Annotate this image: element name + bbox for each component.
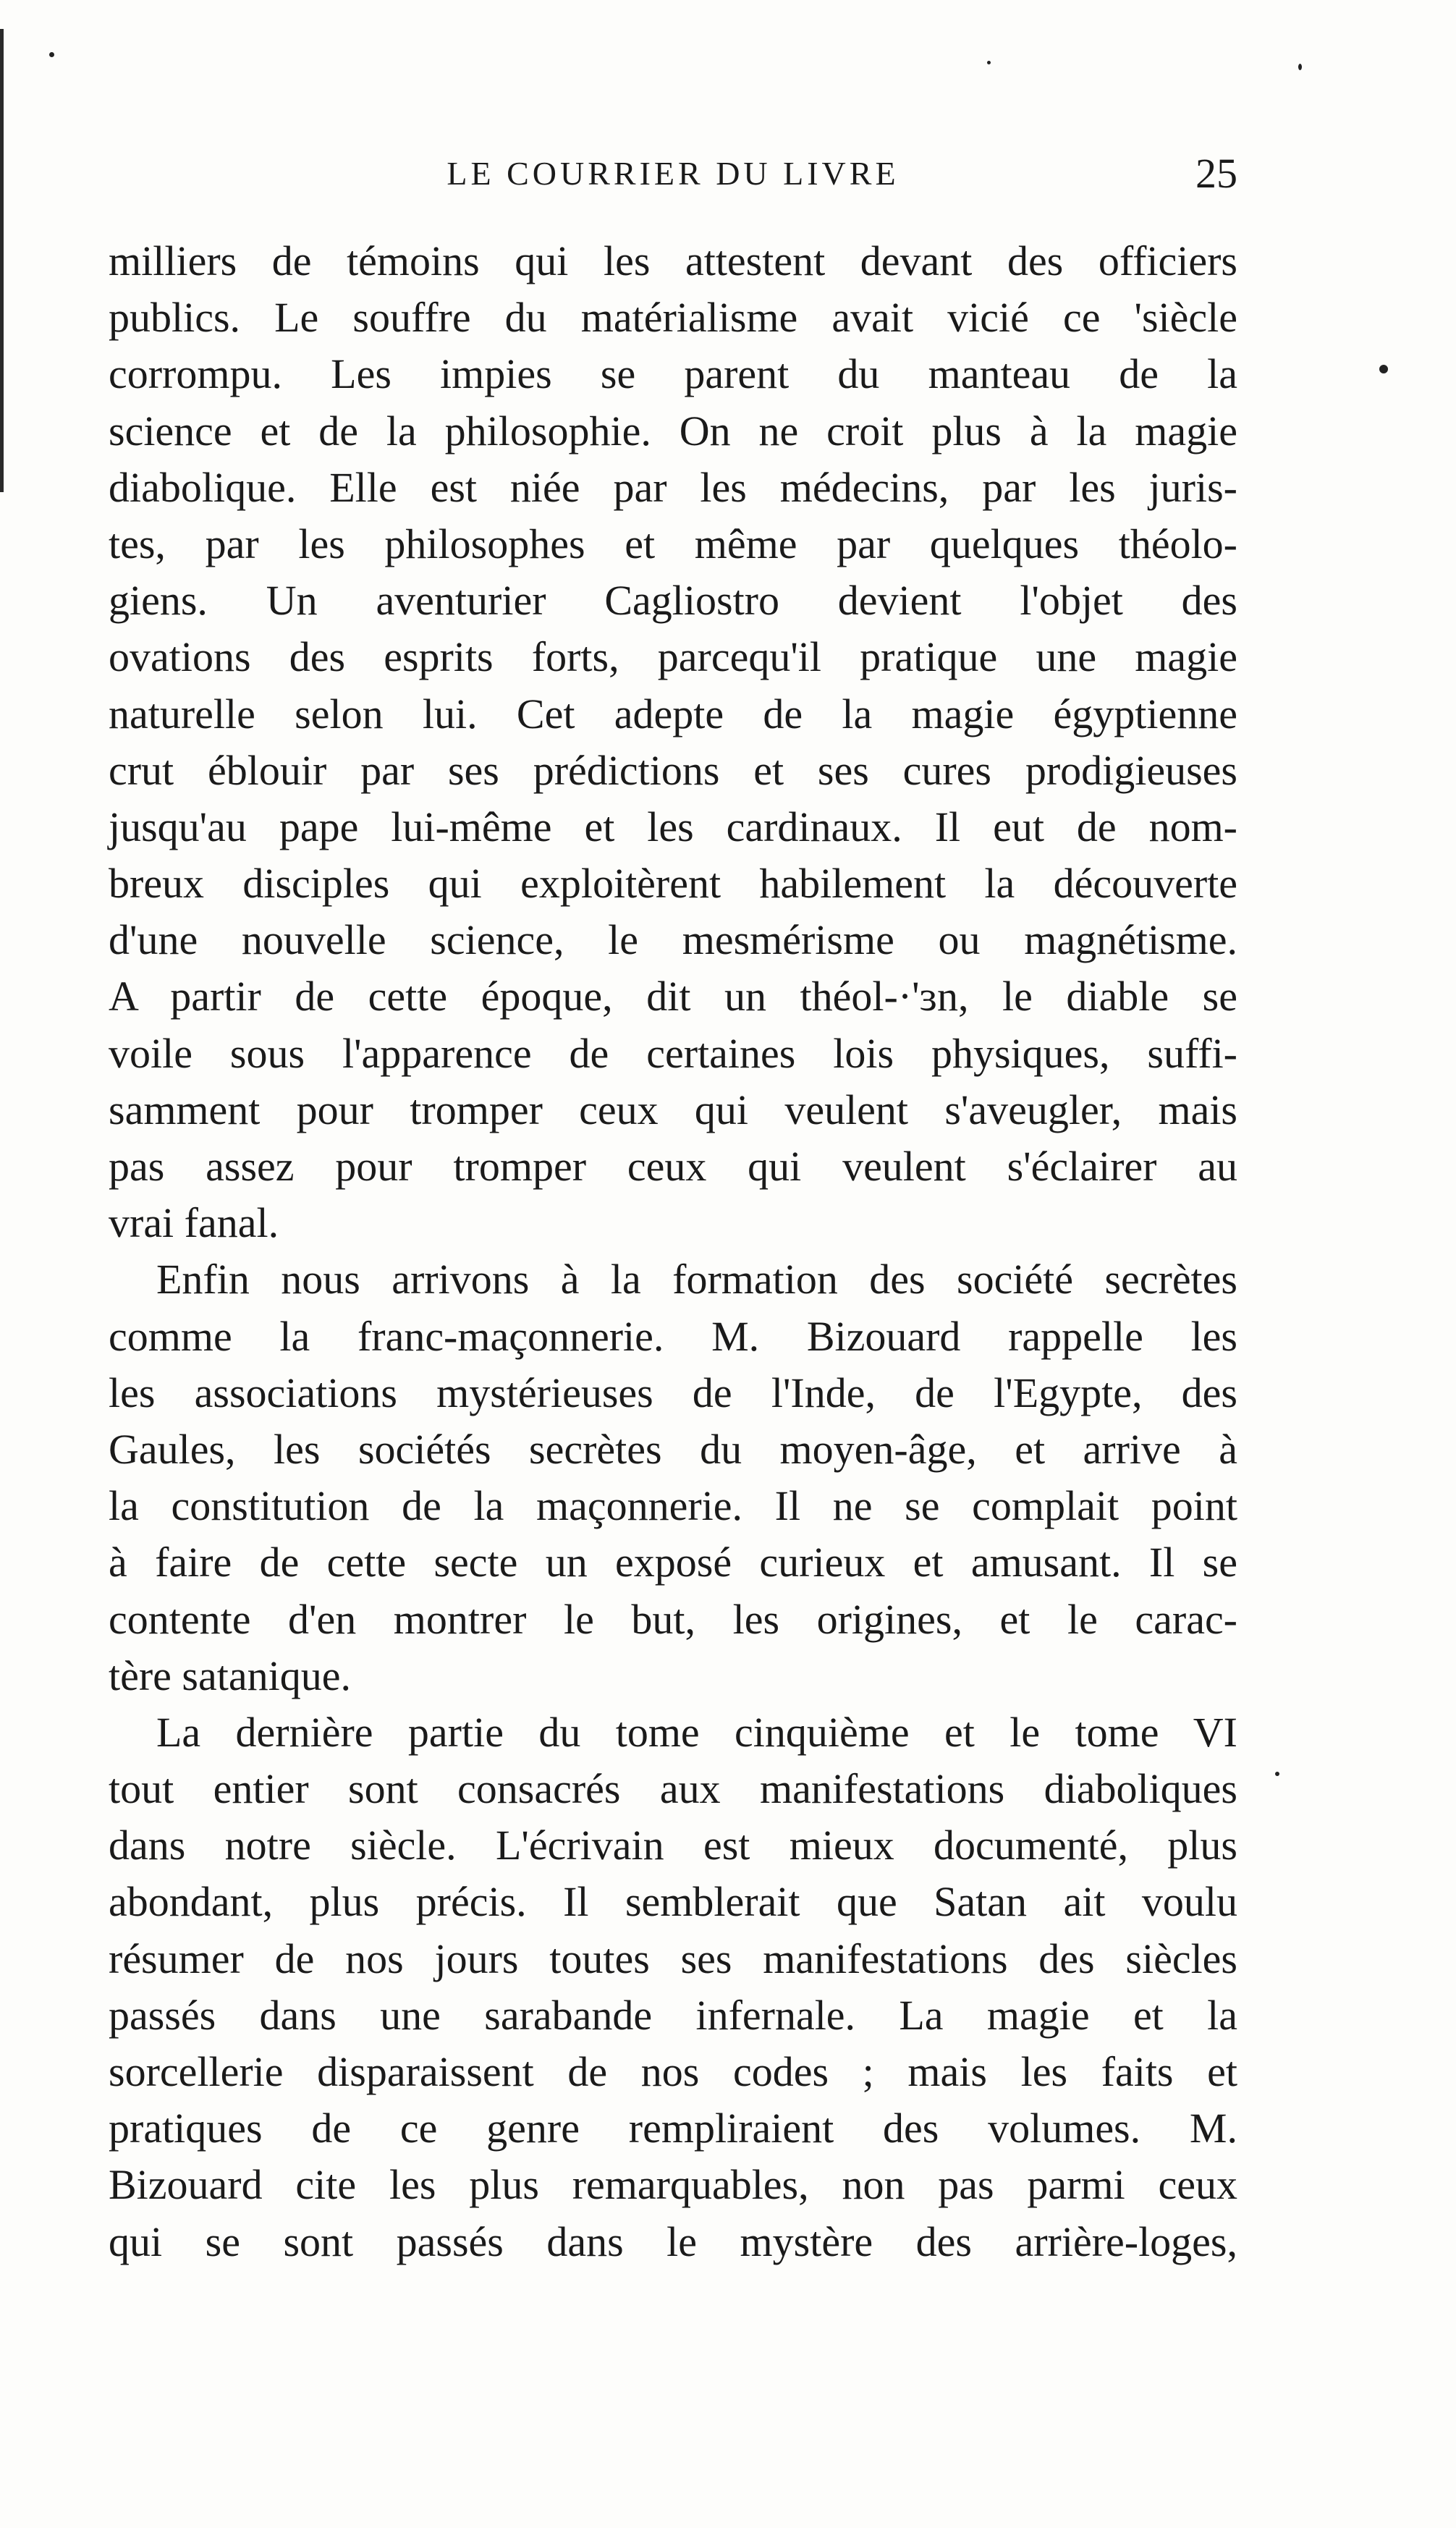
text-line: samment pour tromper ceux qui veulent s'aveugler, mais (109, 1086, 1237, 1133)
ink-speck (1379, 365, 1388, 373)
text-line: ovations des esprits forts, parcequ'il pratique une magie (109, 633, 1237, 681)
text-line: A partir de cette époque, dit un théol-·'ɜn, le diable se (109, 973, 1237, 1020)
text-line: crut éblouir par ses prédictions et ses cures prodigieuses (109, 746, 1237, 794)
paragraph (109, 1251, 1237, 1704)
text-line: science et de la philosophie. On ne croit plus à la magie (109, 407, 1237, 455)
text-line: corrompu. Les impies se parent du manteau de la (109, 350, 1237, 398)
text-line: la constitution de la maçonnerie. Il ne se complait point (109, 1482, 1237, 1530)
text-line: milliers de témoins qui les attestent devant des officiers (109, 237, 1237, 284)
text-line: diabolique. Elle est niée par les médecins, par les juris- (109, 463, 1237, 511)
text-line: publics. Le souffre du matérialisme avait vicié ce 'siècle (109, 294, 1237, 342)
text-line: La dernière partie du tome cinquième et le tome VI (156, 1708, 1237, 1756)
text-line: à faire de cette secte un exposé curieux et amusant. Il se (109, 1539, 1237, 1586)
paragraph (109, 1704, 1237, 2270)
text-line: tes, par les philosophes et même par quelques théolo- (109, 520, 1237, 567)
paragraph (109, 233, 1237, 1251)
text-line: Bizouard cite les plus remarquables, non pas parmi ceux (109, 2161, 1237, 2209)
text-line: tout entier sont consacrés aux manifestations diaboliques (109, 1765, 1237, 1813)
text-line: pratiques de ce genre rempliraient des volumes. M. (109, 2105, 1237, 2152)
text-line: Gaules, les sociétés secrètes du moyen-âge, et arrive à (109, 1425, 1237, 1473)
text-line: breux disciples qui exploitèrent habilement la découverte (109, 860, 1237, 908)
text-line: passés dans une sarabande infernale. La magie et la (109, 1991, 1237, 2039)
text-line: contente d'en montrer le but, les origines, et le carac- (109, 1595, 1237, 1643)
text-line: vrai fanal. (109, 1199, 279, 1247)
text-line: pas assez pour tromper ceux qui veulent s'éclairer au (109, 1143, 1237, 1190)
text-line: voile sous l'apparence de certaines lois physiques, suffi- (109, 1029, 1237, 1077)
text-line: qui se sont passés dans le mystère des arrière-loges, (109, 2218, 1237, 2265)
ink-speck (1298, 64, 1302, 70)
running-head (109, 145, 1237, 203)
body-text (109, 233, 1237, 2270)
text-line: sorcellerie disparaissent de nos codes ; mais les faits et (109, 2048, 1237, 2095)
text-line: résumer de nos jours toutes ses manifestations des siècles (109, 1935, 1237, 1982)
text-line: jusqu'au pape lui-même et les cardinaux. Il eut de nom- (109, 803, 1237, 850)
text-line: tère satanique. (109, 1652, 351, 1699)
text-line: comme la franc-maçonnerie. M. Bizouard rappelle les (109, 1312, 1237, 1360)
text-line: abondant, plus précis. Il semblerait que Satan ait voulu (109, 1878, 1237, 1926)
page-edge-rule (0, 29, 4, 492)
text-line: naturelle selon lui. Cet adepte de la magie égyptienne (109, 690, 1237, 737)
ink-speck (1275, 1772, 1279, 1776)
text-line: giens. Un aventurier Cagliostro devient l'objet des (109, 577, 1237, 625)
text-line: dans notre siècle. L'écrivain est mieux documenté, plus (109, 1822, 1237, 1869)
text-line: les associations mystérieuses de l'Inde, de l'Egypte, des (109, 1369, 1237, 1416)
text-line: Enfin nous arrivons à la formation des société secrètes (156, 1256, 1237, 1303)
running-title: LE COURRIER DU LIVRE (446, 155, 900, 192)
page-number: 25 (1195, 150, 1237, 197)
ink-speck (49, 52, 54, 57)
text-line: d'une nouvelle science, le mesmérisme ou magnétisme. (109, 916, 1237, 964)
ink-speck (987, 61, 991, 64)
